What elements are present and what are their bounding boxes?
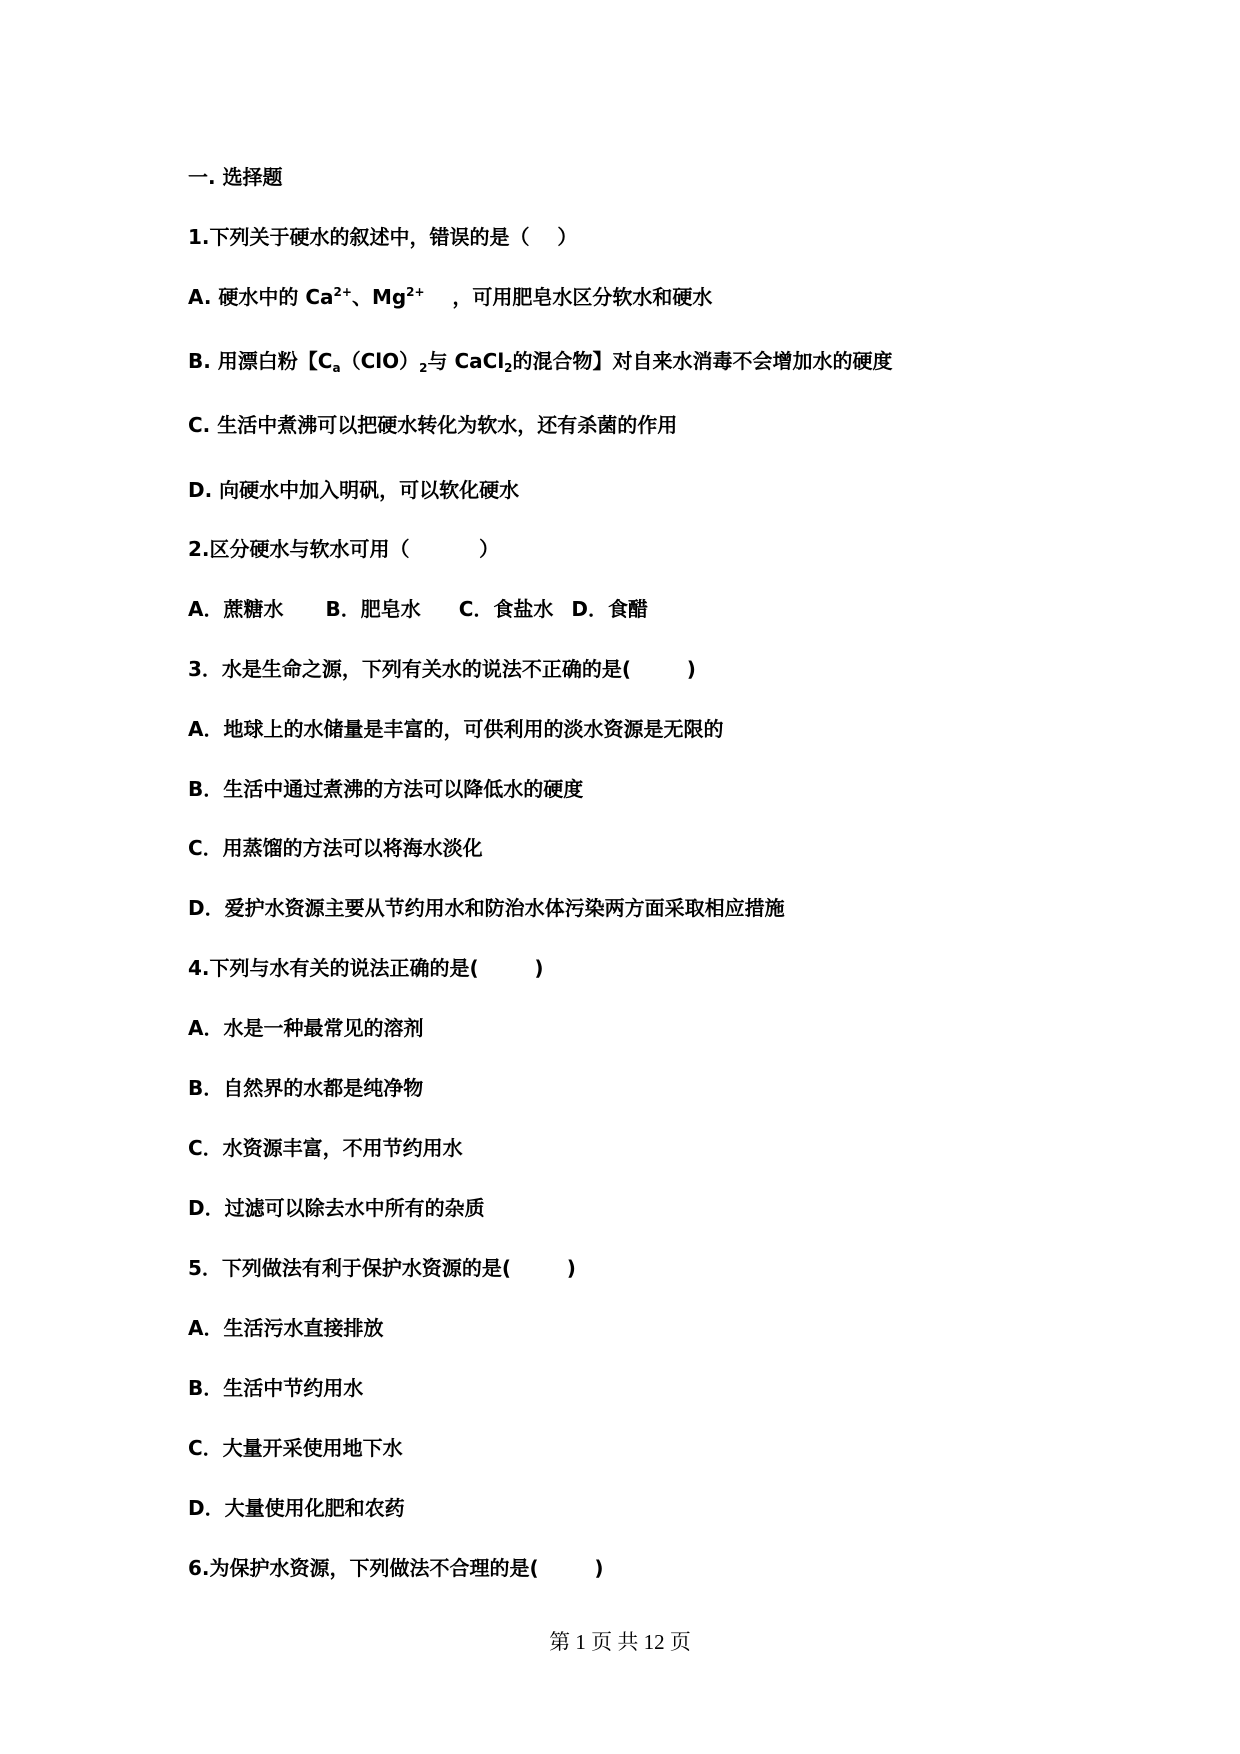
superscript-charge: 2+ xyxy=(333,285,352,299)
question-3-option-d: D．爱护水资源主要从节约用水和防治水体污染两方面采取相应措施 xyxy=(188,896,785,920)
question-3-option-b: B．生活中通过煮沸的方法可以降低水的硬度 xyxy=(188,777,584,801)
question-2-option-a: A．蔗糖水 xyxy=(188,597,284,621)
question-3-stem: 3．水是生命之源，下列有关水的说法不正确的是( ) xyxy=(188,657,696,681)
question-5-option-a: A．生活污水直接排放 xyxy=(188,1316,384,1340)
question-1-option-b xyxy=(188,348,893,374)
subscript: 2 xyxy=(504,361,513,375)
subscript: a xyxy=(332,361,341,375)
page-number: 第 1 页 共 12 页 xyxy=(549,1630,691,1654)
question-2-stem: 2.区分硬水与软水可用（ ） xyxy=(188,537,500,561)
subscript: 2 xyxy=(419,361,428,375)
question-4-option-d: D．过滤可以除去水中所有的杂质 xyxy=(188,1196,485,1220)
section-title: 一. 选择题 xyxy=(188,165,283,189)
question-4-option-b: B．自然界的水都是纯净物 xyxy=(188,1076,424,1100)
superscript-charge: 2+ xyxy=(406,285,425,299)
question-6-stem: 6.为保护水资源，下列做法不合理的是( ) xyxy=(188,1556,604,1580)
question-4-option-c: C．水资源丰富，不用节约用水 xyxy=(188,1136,463,1160)
page-footer xyxy=(0,1626,1240,1656)
question-2-option-b: B．肥皂水 xyxy=(325,597,421,621)
question-5-option-b: B．生活中节约用水 xyxy=(188,1376,364,1400)
question-2-option-c: C．食盐水 xyxy=(458,597,554,621)
option-text: A. 硬水中的 Ca xyxy=(188,285,334,309)
option-text: 与 CaCl xyxy=(427,349,505,373)
question-5-option-d: D．大量使用化肥和农药 xyxy=(188,1496,405,1520)
question-3-option-a: A．地球上的水储量是丰富的，可供利用的淡水资源是无限的 xyxy=(188,717,724,741)
question-5-stem: 5．下列做法有利于保护水资源的是( ) xyxy=(188,1256,576,1280)
question-2-option-d: D．食醋 xyxy=(571,597,649,621)
question-1-option-d: D. 向硬水中加入明矾，可以软化硬水 xyxy=(188,478,520,502)
option-text: ，可用肥皂水区分软水和硬水 xyxy=(424,285,713,309)
question-1-stem: 1.下列关于硬水的叙述中，错误的是（ ） xyxy=(188,225,578,249)
option-text: 、Mg xyxy=(351,285,407,309)
question-3-option-c: C．用蒸馏的方法可以将海水淡化 xyxy=(188,836,483,860)
question-5-option-c: C．大量开采使用地下水 xyxy=(188,1436,403,1460)
question-4-option-a: A．水是一种最常见的溶剂 xyxy=(188,1016,424,1040)
question-1-option-c: C. 生活中煮沸可以把硬水转化为软水，还有杀菌的作用 xyxy=(188,413,678,437)
question-1-option-a xyxy=(188,284,712,310)
option-text: 的混合物】对自来水消毒不会增加水的硬度 xyxy=(512,349,893,373)
question-4-stem: 4.下列与水有关的说法正确的是( ) xyxy=(188,956,544,980)
question-2-options xyxy=(188,596,648,622)
option-text: （ClO） xyxy=(340,349,420,373)
option-text: B. 用漂白粉【C xyxy=(188,349,333,373)
